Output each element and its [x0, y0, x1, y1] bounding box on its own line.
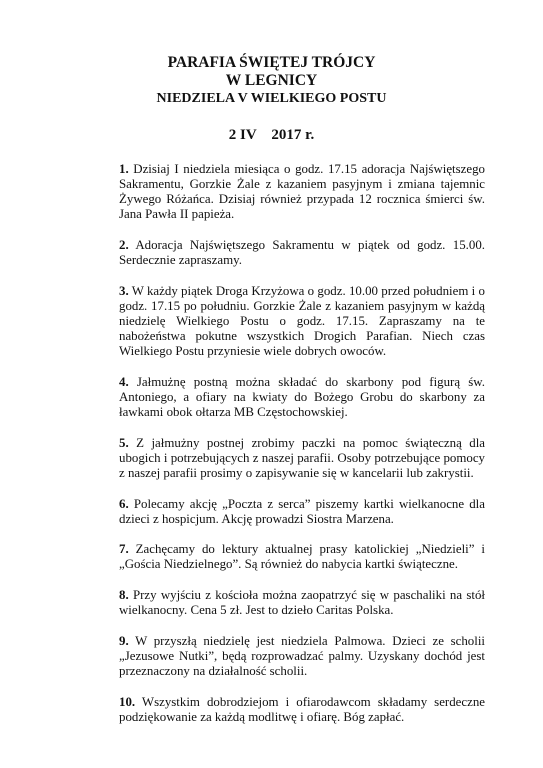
announcement-item: [119, 695, 485, 725]
announcement-item: [119, 497, 485, 527]
item-text: Adoracja Najświętszego Sakramentu w piątek od godz. 15.00. Serdecznie zapraszamy.: [119, 237, 485, 268]
announcement-item: [119, 436, 485, 481]
item-text: Jałmużnę postną można składać do skarbony pod figurą św. Antoniego, a ofiary na kwiaty do Bożego Grobu do skarbony za ławkami obok ołtarza MB Częstochowskiej.: [119, 374, 485, 419]
item-number: 1.: [119, 162, 129, 176]
item-number: 6.: [119, 496, 129, 511]
parish-city: W LEGNICY: [225, 72, 318, 89]
item-number: 10.: [119, 694, 136, 709]
item-text: W przyszłą niedzielę jest niedziela Palmowa. Dzieci ze scholii „Jezusowe Nutki”, będą rozprowadzać palmy. Uzyskany dochód jest przeznaczony na działalność scholii.: [119, 633, 485, 679]
announcement-item: [119, 162, 485, 222]
item-number: 5.: [119, 435, 129, 450]
item-number: 9.: [119, 633, 129, 648]
item-text: Zachęcamy do lektury aktualnej prasy katolickiej „Niedzieli” i „Gościa Niedzielnego”. Są również do nabycia kartki świąteczne.: [119, 542, 485, 572]
item-text: Wszystkim dobrodziejom i ofiarodawcom składamy serdeczne podziękowanie za każdą modlitwę i ofiarę. Bóg zapłać.: [119, 694, 485, 724]
item-text: W każdy piątek Droga Krzyżowa o godz. 10.00 przed południem i o godz. 17.15 po południu. Gorzkie Żale z kazaniem pasyjnym w każdą niedzielę Wielkiego Postu o godz. 17.15. Zapraszamy na te nabożeństwa pokutne wszystkich Drogich Parafian. Niech czas Wielkiego Postu przyniesie wiele dobrych owoców.: [119, 283, 485, 359]
announcement-item: [119, 588, 485, 618]
document-header: [0, 54, 543, 108]
item-text: Z jałmużny postnej zrobimy paczki na pomoc świąteczną dla ubogich i potrzebujących z naszej parafii. Osoby potrzebujące pomocy z naszej parafii prosimy o zapisywanie się w kancelarii lub zakrystii.: [119, 435, 485, 480]
item-number: 2.: [119, 237, 129, 252]
item-number: 7.: [119, 542, 129, 557]
item-text: Polecamy akcję „Poczta z serca” piszemy kartki wielkanocne dla dzieci z hospicjum. Akcję prowadzi Siostra Marzena.: [119, 496, 485, 526]
announcement-item: [119, 375, 485, 420]
sunday-title: NIEDZIELA V WIELKIEGO POSTU: [156, 91, 387, 106]
item-number: 4.: [119, 374, 129, 389]
announcement-item: [119, 238, 485, 268]
announcement-date: 2 IV 2017 r.: [228, 127, 315, 143]
announcement-item: [119, 284, 485, 359]
item-number: 8.: [119, 588, 129, 603]
item-number: 3.: [119, 283, 129, 298]
parish-name: PARAFIA ŚWIĘTEJ TRÓJCY: [167, 54, 376, 71]
announcement-item: [119, 634, 485, 679]
item-text: Dzisiaj I niedziela miesiąca o godz. 17.15 adoracja Najświętszego Sakramentu, Gorzkie Żale z kazaniem pasyjnym i zmiana tajemnic Żywego Różańca. Dzisiaj również przypada 12 rocznica śmierci św. Jana Pawła II papieża.: [119, 162, 485, 222]
item-text: Przy wyjściu z kościoła można zaopatrzyć się w paschaliki na stół wielkanocny. Cena 5 zł. Jest to dzieło Caritas Polska.: [119, 588, 485, 618]
announcement-item: [119, 542, 485, 572]
announcements-list: [119, 162, 485, 741]
